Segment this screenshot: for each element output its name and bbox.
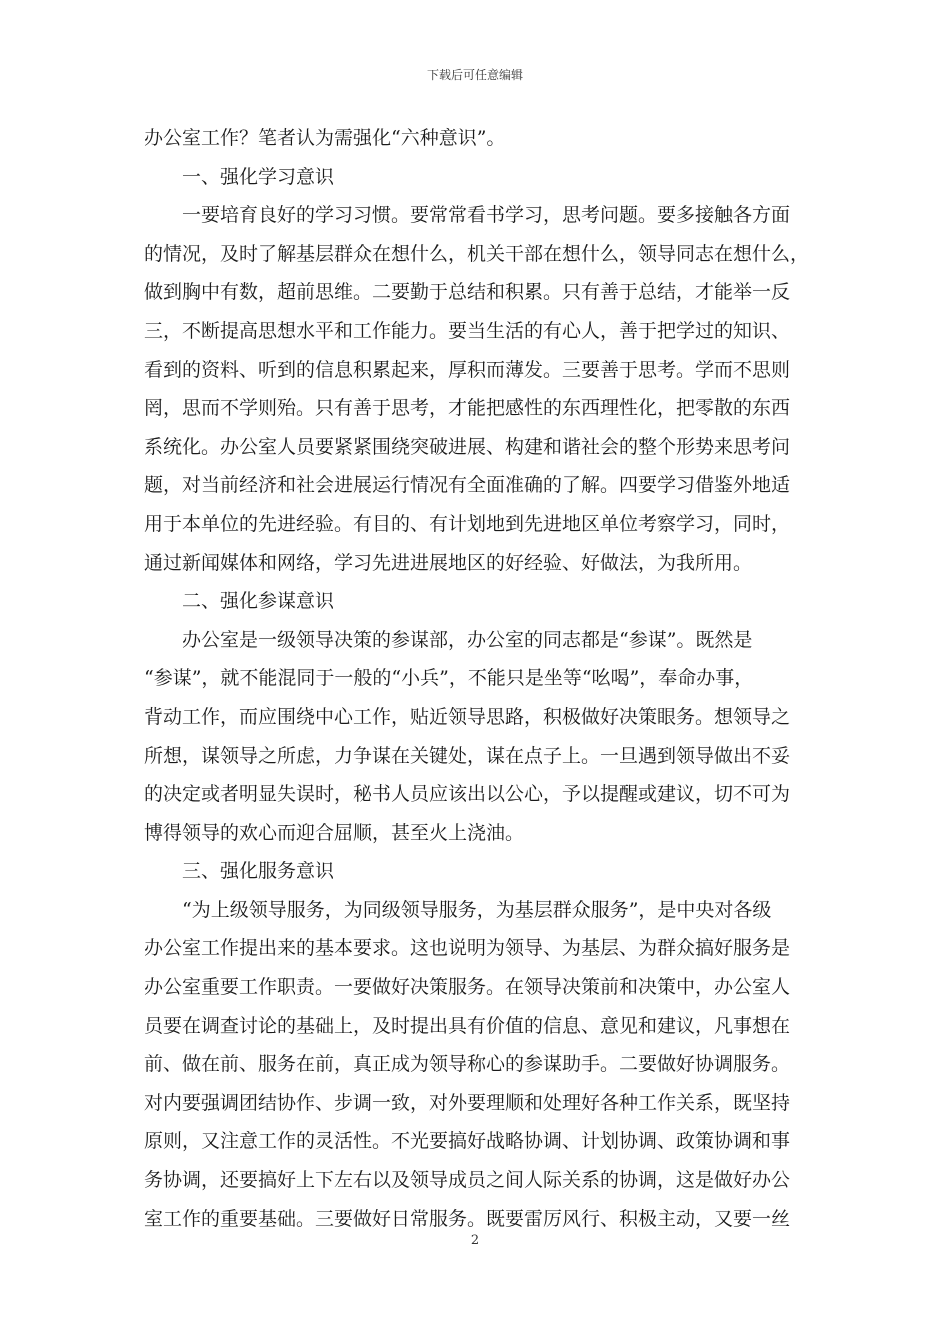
text-line: 的情况，及时了解基层群众在想什么，机关干部在想什么，领导同志在想什么， <box>144 242 810 265</box>
text-line: 系统化。办公室人员要紧紧围绕突破进展、构建和谐社会的整个形势来思考问 <box>144 435 791 458</box>
text-line: 背动工作，而应围绕中心工作，贴近领导思路，积极做好决策眼务。想领导之 <box>144 705 791 728</box>
text-line: 务协调，还要搞好上下左右以及领导成员之间人际关系的协调，这是做好办公 <box>144 1169 791 1192</box>
text-line: “为上级领导服务，为同级领导服务，为基层群众服务”，是中央对各级 <box>182 898 772 921</box>
text-line: 室工作的重要基础。三要做好日常服务。既要雷厉风行、积极主动，又要一丝 <box>144 1207 791 1230</box>
text-line: 的决定或者明显失误时，秘书人员应该出以公心，予以提醒或建议，切不可为 <box>144 783 791 806</box>
section-heading: 三、强化服务意识 <box>182 860 335 883</box>
section-heading: 一、强化学习意识 <box>182 165 335 188</box>
text-line: 罔，思而不学则殆。只有善于思考，才能把感性的东西理性化，把零散的东西 <box>144 397 791 420</box>
text-line: 做到胸中有数，超前思维。二要勤于总结和积累。只有善于总结，才能举一反 <box>144 281 791 304</box>
section-heading: 二、强化参谋意识 <box>182 590 335 613</box>
text-line: 对内要强调团结协作、步调一致，对外要理顺和处理好各种工作关系，既坚持 <box>144 1091 791 1114</box>
page-header: 下载后可任意编辑 <box>426 68 523 82</box>
text-line: 用于本单位的先进经验。有目的、有计划地到先进地区单位考察学习，同时， <box>144 512 791 535</box>
text-line: 办公室重要工作职责。一要做好决策服务。在领导决策前和决策中，办公室人 <box>144 976 791 999</box>
text-line: 办公室工作提出来的基本要求。这也说明为领导、为基层、为群众搞好服务是 <box>144 937 791 960</box>
text-line: “参谋”，就不能混同于一般的“小兵”，不能只是坐等“吆喝”，奉命办事， <box>144 667 754 690</box>
text-line: 办公室工作？笔者认为需强化“六种意识”。 <box>144 127 506 149</box>
text-line: 所想，谋领导之所虑，力争谋在关键处，谋在点子上。一旦遇到领导做出不妥 <box>144 744 791 767</box>
document-body <box>144 119 808 1238</box>
text-line: 原则，又注意工作的灵活性。不光要搞好战略协调、计划协调、政策协调和事 <box>144 1130 791 1153</box>
text-line: 三，不断提高思想水平和工作能力。要当生活的有心人，善于把学过的知识、 <box>144 319 791 342</box>
text-line: 一要培育良好的学习习惯。要常常看书学习，思考问题。要多接触各方面 <box>182 204 791 227</box>
page-number: 2 <box>470 1233 480 1248</box>
text-line: 通过新闻媒体和网络，学习先进进展地区的好经验、好做法，为我所用。 <box>144 551 753 574</box>
text-line: 博得领导的欢心而迎合屈顺，甚至火上浇油。 <box>144 821 525 844</box>
text-line: 看到的资料、听到的信息积累起来，厚积而薄发。三要善于思考。学而不思则 <box>144 358 791 381</box>
text-line: 前、做在前、服务在前，真正成为领导称心的参谋助手。二要做好协调服务。 <box>144 1053 791 1076</box>
text-line: 题，对当前经济和社会进展运行情况有全面准确的了解。四要学习借鉴外地适 <box>144 474 791 497</box>
text-line: 员要在调查讨论的基础上，及时提出具有价值的信息、意见和建议，凡事想在 <box>144 1014 791 1037</box>
text-line: 办公室是一级领导决策的参谋部，办公室的同志都是“参谋”。既然是 <box>182 628 753 651</box>
